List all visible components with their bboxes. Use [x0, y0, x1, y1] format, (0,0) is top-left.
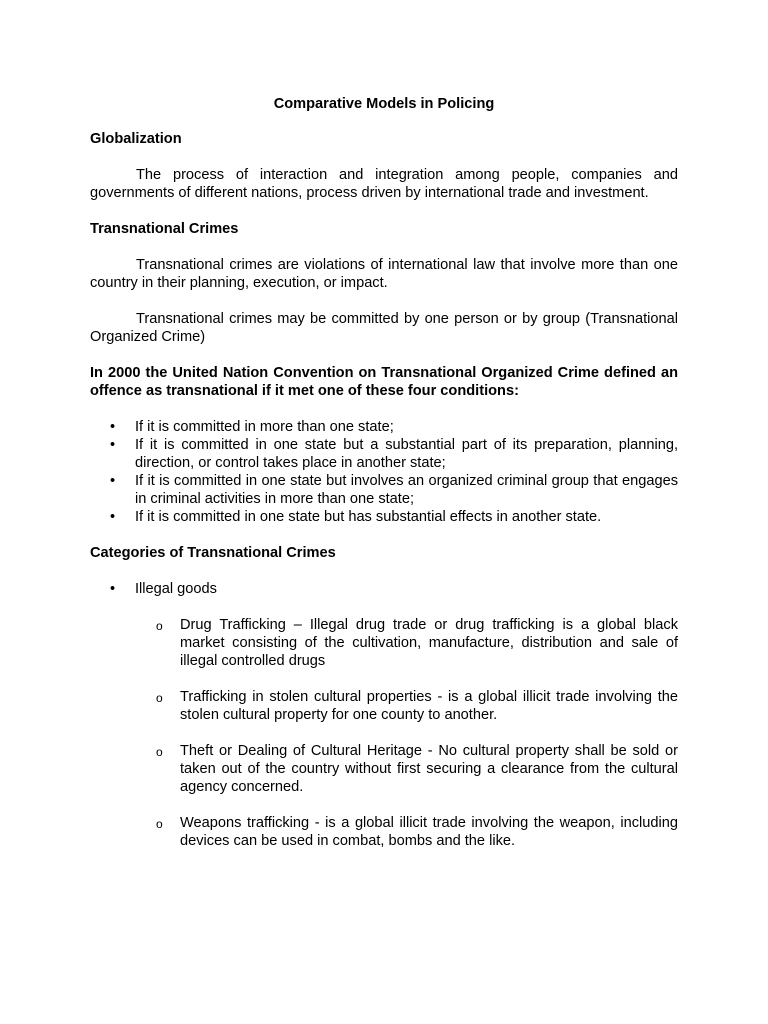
sub-item-text: Drug Trafficking – Illegal drug trade or drug trafficking is a global black market consisting of the cultivation, manufacture, distribution and sale of illegal controlled drugs — [180, 617, 678, 669]
globalization-text: The process of interaction and integration among people, companies and governments of different nations, process driven by international trade and investment. — [90, 167, 678, 201]
circle-bullet-icon: o — [156, 817, 163, 831]
category-item-illegal-goods — [90, 580, 678, 598]
un-convention-statement: In 2000 the United Nation Convention on Transnational Organized Crime defined an offence as transnational if it met one of these four conditions: — [90, 365, 678, 399]
sub-item-text: Weapons trafficking - is a global illicit trade involving the weapon, including devices can be used in combat, bombs and the like. — [180, 815, 678, 849]
bullet-icon: • — [110, 437, 116, 453]
condition-item — [90, 472, 678, 508]
condition-text: If it is committed in one state but has substantial effects in another state. — [135, 509, 602, 525]
sub-item — [90, 688, 678, 724]
circle-bullet-icon: o — [156, 619, 163, 633]
sub-item-text: Theft or Dealing of Cultural Heritage - No cultural property shall be sold or taken out of the country without first securing a clearance from the cultural agency concerned. — [180, 743, 678, 795]
transnational-crimes-heading: Transnational Crimes — [90, 221, 239, 237]
sub-item — [90, 814, 678, 850]
sub-item — [90, 616, 678, 670]
categories-heading: Categories of Transnational Crimes — [90, 545, 336, 561]
transnational-crimes-paragraph-2: Transnational crimes may be committed by one person or by group (Transnational Organized Crime) — [90, 311, 678, 345]
condition-text: If it is committed in more than one state; — [135, 419, 394, 435]
circle-bullet-icon: o — [156, 691, 163, 705]
transnational-crimes-paragraph-1: Transnational crimes are violations of international law that involve more than one country in their planning, execution, or impact. — [90, 257, 678, 291]
sub-item — [90, 742, 678, 796]
condition-item — [90, 418, 678, 436]
sub-item-text: Trafficking in stolen cultural properties - is a global illicit trade involving the stolen cultural property for one county to another. — [180, 689, 678, 723]
bullet-icon: • — [110, 473, 116, 489]
bullet-icon: • — [110, 581, 116, 597]
document-page — [90, 95, 678, 850]
condition-text: If it is committed in one state but involves an organized criminal group that engages in criminal activities in more than one state; — [135, 473, 678, 507]
category-label: Illegal goods — [135, 581, 217, 597]
conditions-list — [90, 418, 678, 526]
bullet-icon: • — [110, 419, 116, 435]
condition-text: If it is committed in one state but a substantial part of its preparation, planning, direction, or control takes place in another state; — [135, 437, 678, 471]
categories-list — [90, 580, 678, 598]
circle-bullet-icon: o — [156, 745, 163, 759]
illegal-goods-sublist — [90, 616, 678, 850]
document-title: Comparative Models in Policing — [273, 96, 495, 112]
bullet-icon: • — [110, 509, 116, 525]
condition-item — [90, 508, 678, 526]
condition-item — [90, 436, 678, 472]
globalization-heading: Globalization — [90, 131, 182, 147]
